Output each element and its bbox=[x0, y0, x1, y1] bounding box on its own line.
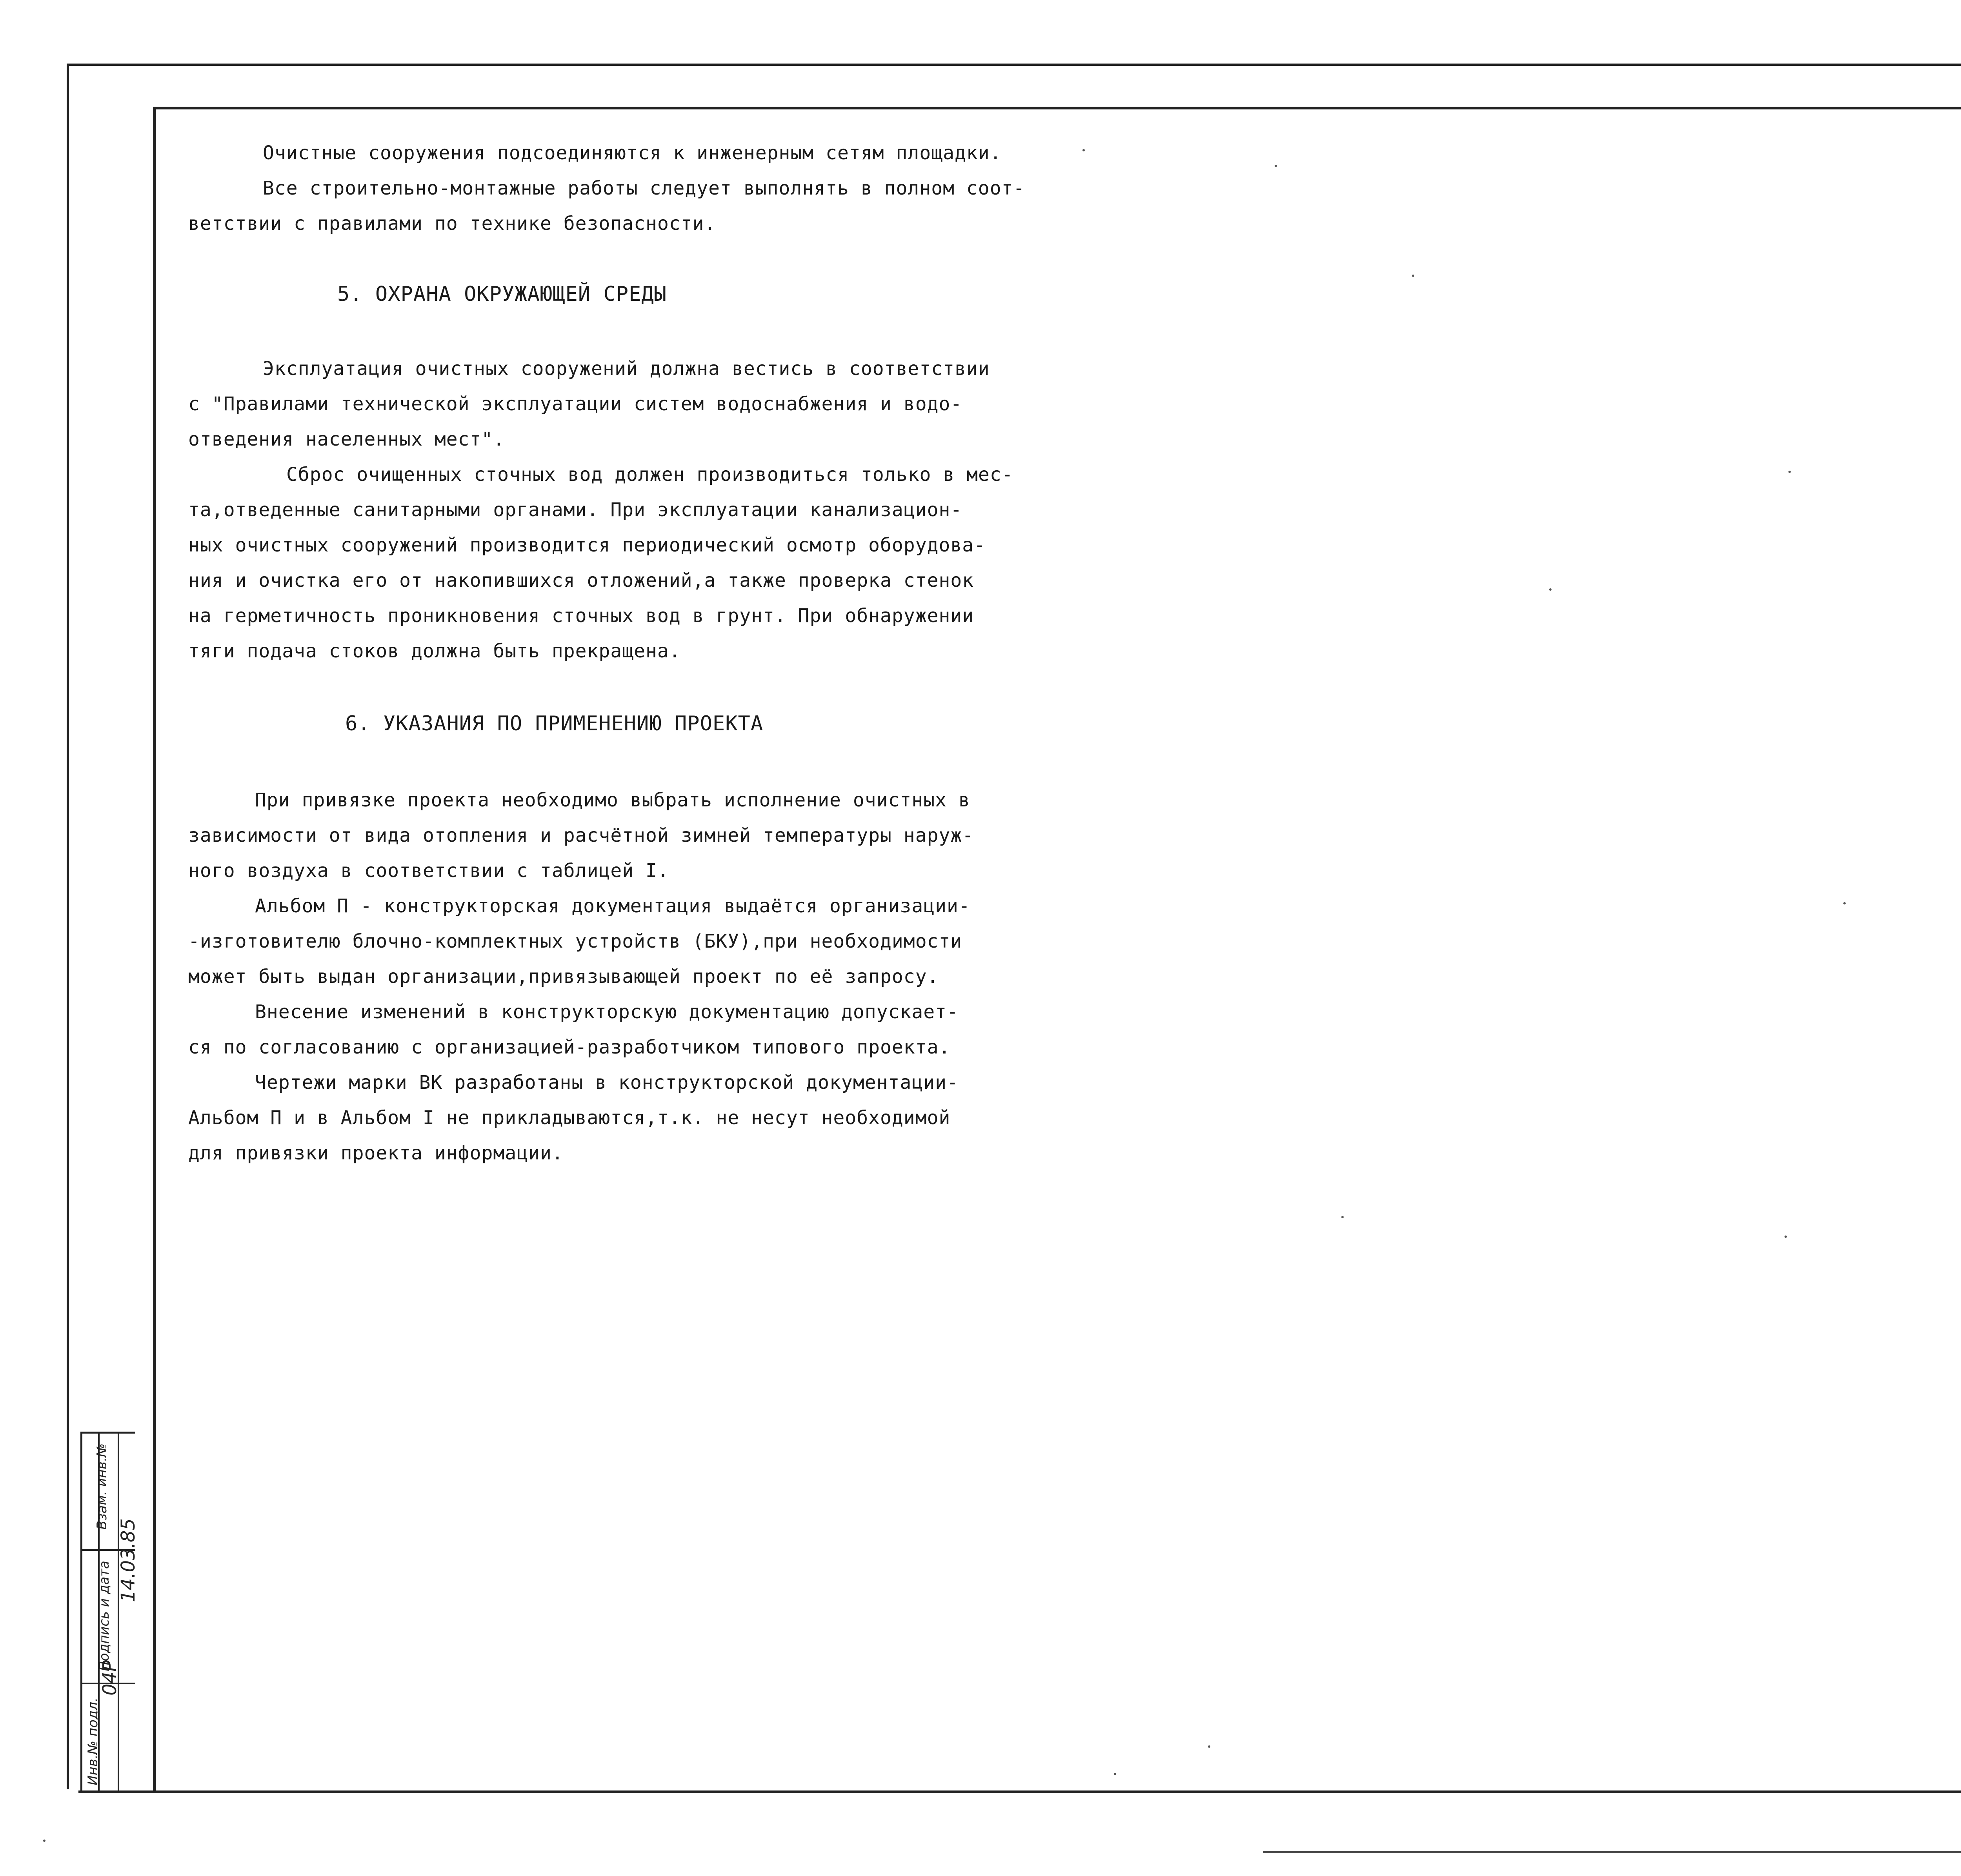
section5-heading: 5. ОХРАНА ОКРУЖАЮЩЕЙ СРЕДЫ bbox=[337, 282, 667, 306]
s4-line-2: Все строительно-монтажные работы следует выполнять в полном соот- bbox=[263, 177, 1025, 199]
left-stamp-div-2 bbox=[118, 1432, 119, 1790]
scan-speck bbox=[1785, 1236, 1787, 1238]
s5-line-2: с "Правилами технической эксплуатации систем водоснабжения и водо- bbox=[188, 393, 962, 415]
outer-frame-bottom-scan bbox=[1263, 1851, 1961, 1853]
scan-speck bbox=[43, 1840, 45, 1842]
scan-speck bbox=[1788, 471, 1791, 473]
left-stamp-border-top bbox=[80, 1432, 135, 1434]
scan-speck bbox=[1208, 1745, 1210, 1748]
s5-line-1: Эксплуатация очистных сооружений должна вестись в соответствии bbox=[263, 358, 990, 380]
s6-line-5: -изготовителю блочно-комплектных устройств (БКУ),при необходимости bbox=[188, 930, 962, 952]
scan-speck bbox=[1275, 165, 1277, 167]
left-stamp-border-left bbox=[80, 1432, 82, 1790]
s6-line-8: ся по согласованию с организацией-разработчиком типового проекта. bbox=[188, 1036, 951, 1058]
stamp-sign-value: 14.03.85 bbox=[117, 1518, 139, 1602]
stamp-inv-value: 04Р bbox=[99, 1660, 121, 1696]
s6-line-6: может быть выдан организации,привязывающей проект по её запросу. bbox=[188, 966, 939, 988]
scan-speck bbox=[1412, 275, 1414, 277]
s4-line-1: Очистные сооружения подсоединяются к инженерным сетям площадки. bbox=[263, 142, 1002, 164]
inner-frame-top bbox=[153, 107, 1961, 109]
scan-speck bbox=[1114, 1773, 1116, 1775]
stamp-replace-label: Взам. инв.№ bbox=[94, 1443, 110, 1530]
scan-speck bbox=[1549, 588, 1552, 591]
stamp-sign-label: Подпись и дата bbox=[96, 1561, 112, 1671]
s5-line-9: тяги подача стоков должна быть прекращена. bbox=[188, 640, 681, 662]
s6-line-1: При привязке проекта необходимо выбрать исполнение очистных в bbox=[255, 789, 970, 811]
scan-speck bbox=[1843, 902, 1846, 904]
outer-frame-left bbox=[67, 64, 69, 1789]
s6-line-3: ного воздуха в соответствии с таблицей I. bbox=[188, 860, 669, 882]
stamp-inv-label: Инв.№ подл. bbox=[85, 1698, 101, 1785]
s5-line-3: отведения населенных мест". bbox=[188, 428, 505, 450]
s5-line-6: ных очистных сооружений производится периодический осмотр оборудова- bbox=[188, 534, 986, 556]
s5-line-4: Сброс очищенных сточных вод должен производиться только в мес- bbox=[286, 464, 1013, 486]
scan-speck bbox=[1082, 149, 1085, 151]
inner-frame-left bbox=[153, 107, 156, 1793]
scan-speck bbox=[1341, 1216, 1344, 1218]
section6-heading: 6. УКАЗАНИЯ ПО ПРИМЕНЕНИЮ ПРОЕКТА bbox=[345, 712, 764, 735]
s6-line-10: Альбом П и в Альбом I не прикладываются,т.к. не несут необходимой bbox=[188, 1107, 951, 1129]
s5-line-7: ния и очистка его от накопившихся отложений,а также проверка стенок bbox=[188, 570, 974, 591]
s6-line-11: для привязки проекта информации. bbox=[188, 1142, 564, 1164]
s6-line-2: зависимости от вида отопления и расчётной зимней температуры наруж- bbox=[188, 824, 974, 846]
s4-line-3: ветствии с правилами по технике безопасности. bbox=[188, 213, 716, 235]
left-stamp bbox=[80, 1432, 139, 1790]
inner-frame-bottom bbox=[78, 1790, 1961, 1793]
s5-line-5: та,отведенные санитарными органами. При эксплуатации канализацион- bbox=[188, 499, 962, 521]
s6-line-4: Альбом П - конструкторская документация выдаётся организации- bbox=[255, 895, 970, 917]
s5-line-8: на герметичность проникновения сточных вод в грунт. При обнаружении bbox=[188, 605, 974, 627]
s6-line-7: Внесение изменений в конструкторскую документацию допускает- bbox=[255, 1001, 959, 1023]
s6-line-9: Чертежи марки ВК разработаны в конструкторской документации- bbox=[255, 1072, 959, 1094]
outer-frame-top bbox=[67, 64, 1961, 66]
